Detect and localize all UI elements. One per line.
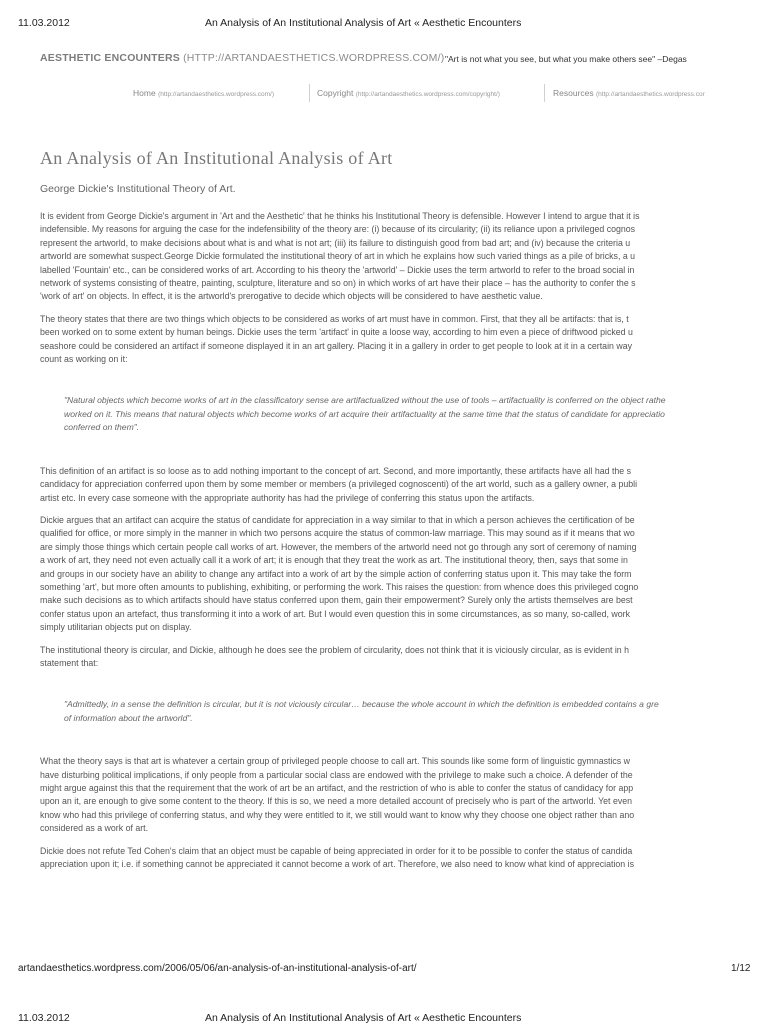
blockquote-1 <box>64 394 768 434</box>
text-line: upon an it, are enough to give some content to the theory. If this is so, we need a more detailed account of precisely who is part of the artworld. Yet even <box>40 796 633 807</box>
text-line: worked on it. This means that natural objects which become works of art acquire their artifactuality at the same time that the status of candidate for appreciatio <box>64 408 665 419</box>
article-body <box>40 210 768 880</box>
blockquote-2 <box>64 698 768 725</box>
nav-divider <box>544 84 545 102</box>
text-line: qualified for office, or more simply in the manner in which two persons acquire the status of common-law marriage. This may sound as if it means that wo <box>40 528 635 539</box>
text-line: network of systems consisting of theatre, painting, sculpture, literature and so on) in which works of art have their place – has the authority to confer the s <box>40 278 636 289</box>
text-line: a work of art, they need not even actually call it a work of art; it is enough that they treat the work as art. The institutional theory, then, says that some in <box>40 555 628 566</box>
print-date-page-2: 11.03.2012 <box>18 1012 70 1024</box>
print-footer-url: artandaesthetics.wordpress.com/2006/05/06/an-analysis-of-an-institutional-analysis-of-art/ <box>18 963 417 974</box>
nav-item-resources-url: (http://artandaesthetics.wordpress.cor <box>596 91 705 98</box>
text-line: This definition of an artifact is so loose as to add nothing important to the concept of art. Second, and more importantly, these artifacts have all had the s <box>40 465 632 476</box>
paragraph-4 <box>40 514 768 635</box>
site-header <box>40 52 444 64</box>
text-line: simply utilitarian objects put on display. <box>40 622 192 633</box>
paragraph-2 <box>40 313 768 367</box>
text-line: and groups in our society have an ability to change any artifact into a work of art by the simple action of conferring status upon it. This may take the form <box>40 568 632 579</box>
text-line: Dickie argues that an artifact can acquire the status of candidate for appreciation in a way similar to that in which a person achieves the certification of be <box>40 514 635 525</box>
text-line: considered as a work of art. <box>40 823 149 834</box>
text-line: The institutional theory is circular, and Dickie, although he does see the problem of circularity, does not think that it is viciously circular, as is evident in h <box>40 644 630 655</box>
nav-divider <box>309 84 310 102</box>
site-motto: "Art is not what you see, but what you make others see" –Degas <box>445 54 687 64</box>
text-line: The theory states that there are two things which objects to be considered as works of art must have in common. First, that they all be artifacts: that is, t <box>40 313 629 324</box>
text-line: have disturbing political implications, if only people from a particular social class are endowed with the privilege to make such a choice. A defender of the <box>40 769 633 780</box>
text-line: might argue against this that the requirement that the work of art be an artifact, and the restriction of who is able to confer the status of candidacy for app <box>40 783 634 793</box>
paragraph-1 <box>40 210 768 304</box>
print-date: 11.03.2012 <box>18 17 70 29</box>
text-line: confer status upon an artefact, thus transforming it into a work of art. But I would even question this in some circumstances, as so many, so-called, work <box>40 608 630 619</box>
nav-item-home-label: Home <box>133 88 156 98</box>
text-line: labelled 'Fountain' etc., can be considered works of art. According to his theory the 'artworld' – Dickie uses the term artworld to refer to the broad social in <box>40 264 635 275</box>
text-line: artworld are somewhat suspect.George Dickie formulated the institutional theory of art in which he explains how such varied things as a pile of bricks, a u <box>40 251 636 262</box>
nav-item-home[interactable] <box>133 88 274 98</box>
text-line: What the theory says is that art is whatever a certain group of privileged people choose to call art. This sounds like some form of linguistic gymnastics w <box>40 756 630 767</box>
text-line: count as working on it: <box>40 354 128 365</box>
text-line: represent the artworld, to make decisions about what is and what is not art; (iii) its failure to distinguish good from bad art; and (iv) because the criteria u <box>40 237 631 248</box>
text-line: make such decisions as to which artifacts should have status conferred upon them, gain their empowerment? Surely only the artists themselves are best <box>40 595 633 606</box>
site-url: (HTTP://ARTANDAESTHETICS.WORDPRESS.COM/) <box>183 52 445 64</box>
paragraph-7 <box>40 845 768 872</box>
nav-item-copyright-url: (http://artandaesthetics.wordpress.com/copyright/) <box>355 91 500 98</box>
paragraph-3 <box>40 465 768 505</box>
paragraph-6 <box>40 755 768 835</box>
text-line: of information about the artworld". <box>64 712 193 723</box>
paragraph-5 <box>40 644 768 671</box>
text-line: "Natural objects which become works of art in the classificatory sense are artifactualized without the use of tools – artifactuality is conferred on the object rathe <box>64 395 666 406</box>
text-line: statement that: <box>40 657 99 668</box>
text-line: indefensible. My reasons for arguing the case for the indefensibility of the theory are: (i) because of its circularity; (ii) its reliance upon a privileged cognos <box>40 224 636 235</box>
site-name-link[interactable]: AESTHETIC ENCOUNTERS <box>40 52 180 64</box>
nav-item-home-url: (http://artandaesthetics.wordpress.com/) <box>158 91 275 98</box>
article-subtitle: George Dickie's Institutional Theory of Art. <box>40 183 236 195</box>
text-line: are simply those things which certain people call works of art. However, the members of the artworld need not go through any sort of ceremony of naming <box>40 541 637 552</box>
print-page-title-page-2: An Analysis of An Institutional Analysis of Art « Aesthetic Encounters <box>205 1012 522 1024</box>
nav-item-copyright[interactable] <box>317 88 500 98</box>
text-line: appreciation upon it; i.e. if something cannot be appreciated it cannot become a work of art. Therefore, we also need to know what kind of appreciation is <box>40 859 634 870</box>
text-line: 'work of art' on objects. In effect, it is the artworld's prerogative to decide which objects will be considered to have aesthetic value. <box>40 291 543 302</box>
text-line: artist etc. In every case someone with the appropriate authority has had the privilege of conferring this status upon the artifacts. <box>40 492 535 503</box>
nav-item-resources-label: Resources <box>553 88 594 98</box>
text-line: conferred on them". <box>64 422 140 433</box>
text-line: candidacy for appreciation conferred upon them by some member or members (a privileged cognoscenti) of the art world, such as a gallery owner, a publi <box>40 479 638 490</box>
print-page-number: 1/12 <box>731 963 751 974</box>
text-line: seashore could be considered an artifact if someone displayed it in an art gallery. Placing it in a gallery in order to get people to look at it in a certain way <box>40 340 633 351</box>
text-line: "Admittedly, in a sense the definition is circular, but it is not viciously circular… because the whole account in which the definition is embedded contains a gre <box>64 699 659 710</box>
text-line: something 'art', but more often amounts to publishing, exhibiting, or performing the work. This raises the question: from whence does this privileged cogno <box>40 581 639 592</box>
print-page-title: An Analysis of An Institutional Analysis of Art « Aesthetic Encounters <box>205 17 522 29</box>
nav-item-resources[interactable] <box>553 88 705 98</box>
text-line: Dickie does not refute Ted Cohen's claim that an object must be capable of being appreciated in order for it to be possible to confer the status of candida <box>40 845 633 856</box>
nav-item-copyright-label: Copyright <box>317 88 354 98</box>
article-title: An Analysis of An Institutional Analysis of Art <box>40 148 393 168</box>
text-line: been worked on to some extent by human beings. Dickie uses the term 'artifact' in quite a loose way, according to him even a piece of driftwood picked u <box>40 327 633 338</box>
text-line: know who had this privilege of conferring status, and why they were entitled to it, we still would want to know why they choose one object rather than ano <box>40 809 635 820</box>
text-line: It is evident from George Dickie's argument in 'Art and the Aesthetic' that he thinks his Institutional Theory is defensible. However I intend to argue that it is <box>40 211 640 221</box>
